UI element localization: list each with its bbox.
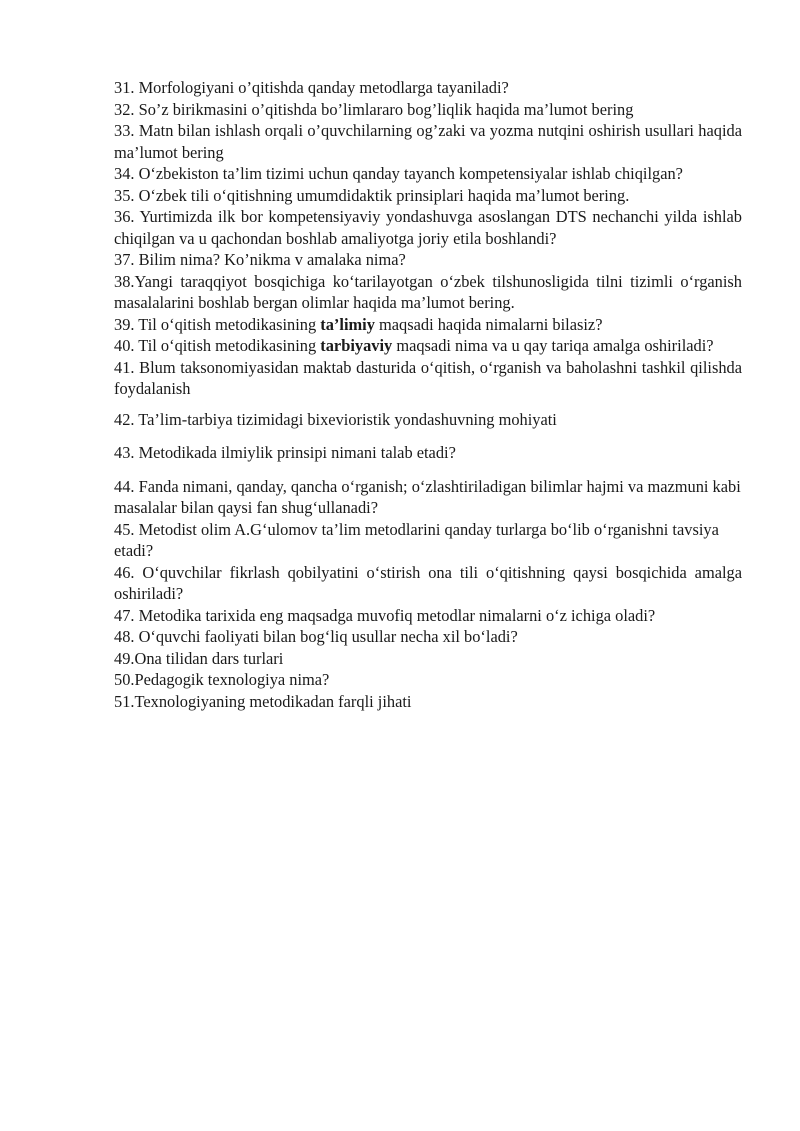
question-41: 41. Blum taksonomiyasidan maktab dasturida o‘qitish, o‘rganish va baholashni tashkil qilishda foydalanish <box>114 357 742 398</box>
question-48: 48. O‘quvchi faoliyati bilan bog‘liq usullar necha xil bo‘ladi? <box>114 627 518 646</box>
question-43: 43. Metodikada ilmiylik prinsipi nimani talab etadi? <box>114 443 456 462</box>
question-37: 37. Bilim nima? Ko’nikma v amalaka nima? <box>114 250 406 269</box>
question-31: 31. Morfologiyani o’qitishda qanday metodlarga tayaniladi? <box>114 78 509 97</box>
question-33: 33. Matn bilan ishlash orqali o’quvchilarning og’zaki va yozma nutqini oshirish usullari haqida ma’lumot bering <box>114 121 742 162</box>
question-38: 38.Yangi taraqqiyot bosqichiga ko‘tarilayotgan o‘zbek tilshunosligida tilni tizimli o‘rganish masalalarini boshlab bergan olimlar haqida ma’lumot bering. <box>114 271 742 312</box>
question-35: 35. O‘zbek tili o‘qitishning umumdidaktik prinsiplari haqida ma’lumot bering. <box>114 185 630 205</box>
question-32: 32. So’z birikmasini o’qitishda bo’limlararo bog’liqlik haqida ma’lumot bering <box>114 99 634 119</box>
question-39-suffix: maqsadi haqida nimalarni bilasiz? <box>374 314 603 334</box>
question-44: 44. Fanda nimani, qanday, qancha o‘rganish; o‘zlashtiriladigan bilimlar hajmi va mazmuni kabi masalalar bilan qaysi fan shug‘ullanadi? <box>114 476 741 517</box>
question-list <box>114 77 742 712</box>
question-40-emphasis: tarbiyaviy <box>320 336 393 355</box>
question-45: 45. Metodist olim A.G‘ulomov ta’lim metodlarini qanday turlarga bo‘lib o‘rganishni tavsiya etadi? <box>114 519 719 560</box>
question-39 <box>114 314 742 336</box>
question-34: 34. O‘zbekiston ta’lim tizimi uchun qanday tayanch kompetensiyalar ishlab chiqilgan? <box>114 164 683 183</box>
question-36: 36. Yurtimizda ilk bor kompetensiyaviy yondashuvga asoslangan DTS nechanchi yilda ishlab chiqilgan va u qachondan boshlab amaliyotga joriy etila boshlandi? <box>114 207 742 248</box>
question-40-prefix: 40. Til o‘qitish metodikasining <box>114 336 321 355</box>
question-47: 47. Metodika tarixida eng maqsadga muvofiq metodlar nimalarni o‘z ichiga oladi? <box>114 605 656 625</box>
question-39-emphasis: ta’limiy <box>320 314 375 334</box>
question-40 <box>114 335 742 357</box>
question-39-prefix: 39. Til o‘qitish metodikasining <box>114 314 321 334</box>
question-42: 42. Ta’lim-tarbiya tizimidagi bixevioristik yondashuvning mohiyati <box>114 409 557 429</box>
question-51: 51.Texnologiyaning metodikadan farqli jihati <box>114 691 412 711</box>
question-46: 46. O‘quvchilar fikrlash qobilyatini o‘stirish ona tili o‘qitishning qaysi bosqichida amalga oshiriladi? <box>114 562 742 603</box>
question-49: 49.Ona tilidan dars turlari <box>114 648 284 668</box>
question-50: 50.Pedagogik texnologiya nima? <box>114 670 330 689</box>
question-40-suffix: maqsadi nima va u qay tariqa amalga oshiriladi? <box>392 336 714 355</box>
